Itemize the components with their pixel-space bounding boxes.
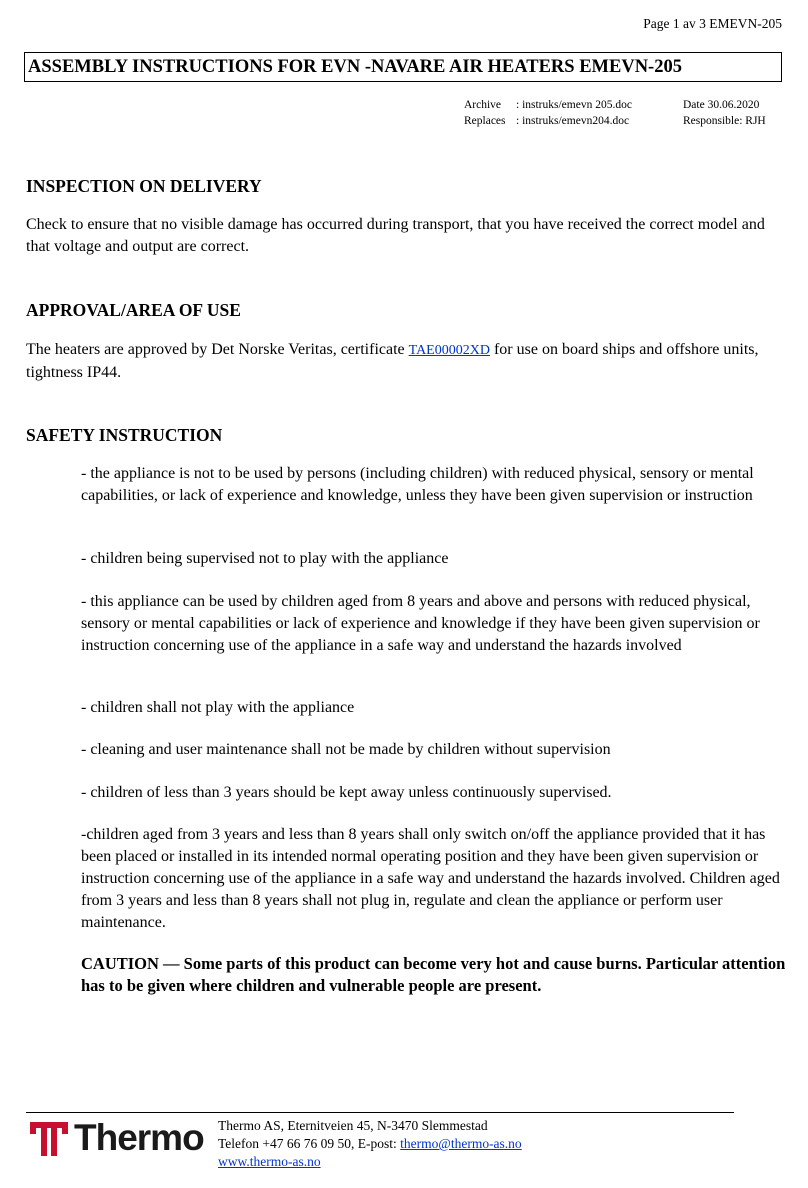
responsible-value: Responsible: RJH (683, 115, 766, 127)
archive-row (464, 97, 632, 113)
footer-contact (218, 1117, 522, 1171)
document-date-block (683, 97, 766, 129)
date-value: Date 30.06.2020 (683, 99, 760, 111)
archive-value: : instruks/emevn 205.doc (516, 99, 632, 111)
safety-item: - the appliance is not to be used by persons (including children) with reduced physical, sensory or mental capabilities, or lack of experience and knowledge, unless they have been given supervision or instruction (81, 465, 754, 504)
safety-item: - children being supervised not to play with the appliance (81, 550, 449, 567)
page-number-header: Page 1 av 3 EMEVN-205 (643, 16, 782, 31)
safety-item: -children aged from 3 years and less than 8 years shall only switch on/off the appliance provided that it has been placed or installed in its intended normal operating position and they have been given supervision or instruction concerning use of the appliance in a safe way and understand the hazards involved. Children aged from 3 years and less than 8 years shall not plug in, regulate and clean the appliance or perform user maintenance. (81, 826, 780, 931)
replaces-value: : instruks/emevn204.doc (516, 115, 630, 127)
footer-phone: Telefon +47 66 76 09 50, E-post: (218, 1136, 401, 1151)
approval-heading: APPROVAL/AREA OF USE (26, 300, 241, 320)
safety-heading: SAFETY INSTRUCTION (26, 425, 223, 445)
thermo-logo (28, 1118, 210, 1158)
safety-item: - children of less than 3 years should be kept away unless continuously supervised. (81, 784, 612, 801)
footer-address: Thermo AS, Eternitveien 45, N-3470 Slemmestad (218, 1118, 488, 1133)
website-link[interactable]: www.thermo-as.no (218, 1154, 321, 1169)
inspection-heading: INSPECTION ON DELIVERY (26, 176, 262, 196)
approval-text-before: The heaters are approved by Det Norske Veritas, certificate (26, 341, 409, 358)
replaces-row (464, 113, 632, 129)
certificate-link[interactable]: TAE00002XD (408, 343, 490, 358)
document-meta (464, 97, 632, 129)
replaces-label: Replaces (464, 115, 506, 127)
document-title: ASSEMBLY INSTRUCTIONS FOR EVN -NAVARE AIR HEATERS EMEVN-205 (24, 52, 782, 82)
archive-label: Archive (464, 99, 502, 111)
approval-text (26, 339, 786, 384)
safety-item: - cleaning and user maintenance shall not be made by children without supervision (81, 741, 611, 758)
logo-wordmark: Thermo (74, 1117, 204, 1158)
footer-phone-line (218, 1135, 522, 1153)
inspection-text: Check to ensure that no visible damage has occurred during transport, that you have received the correct model and that voltage and output are correct. (26, 216, 765, 255)
approval-text-after: for use on board ships and offshore units, tightness IP44. (26, 341, 759, 381)
caution-warning: CAUTION — Some parts of this product can become very hot and cause burns. Particular attention has to be given where children and vulnerable people are present. (81, 954, 786, 995)
safety-item: - this appliance can be used by children aged from 8 years and above and persons with reduced physical, sensory or mental capabilities or lack of experience and knowledge if they have been given supervision or instruction concerning use of the appliance in a safe way and understand the hazards involved (81, 593, 760, 654)
footer-divider (26, 1112, 734, 1113)
safety-item: - children shall not play with the appliance (81, 699, 355, 716)
thermo-logo-mark-icon (28, 1118, 72, 1158)
email-link[interactable]: thermo@thermo-as.no (400, 1136, 522, 1151)
